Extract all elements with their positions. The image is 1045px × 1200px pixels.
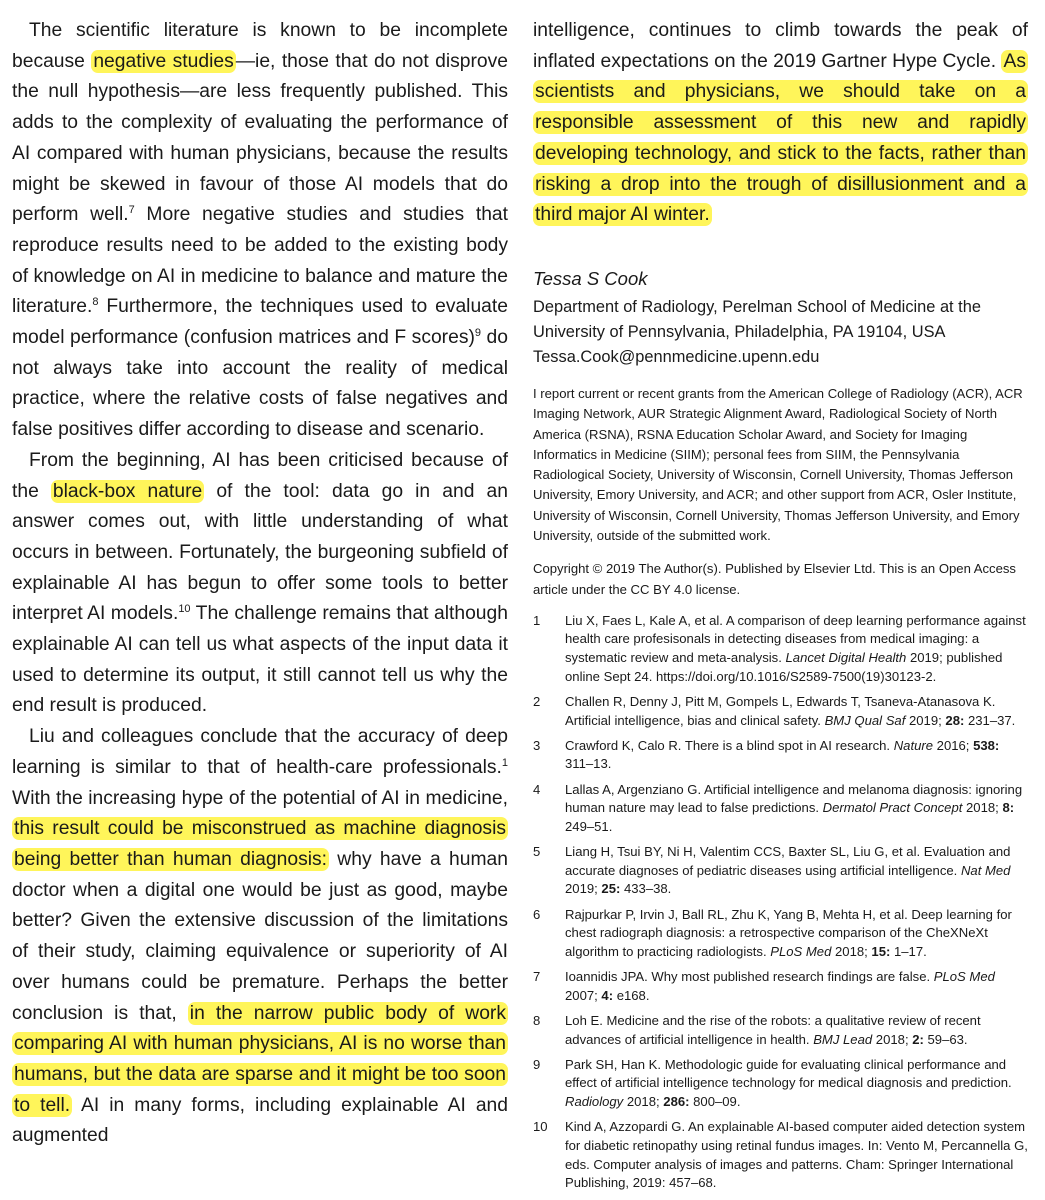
affiliation xyxy=(533,295,1028,370)
text-run: intelligence, continues to climb towards the peak of inflated expectations on the 2019 Gartner Hype Cycle. xyxy=(533,20,1028,72)
reference-part: 311–13. xyxy=(565,756,612,772)
text-run: From the beginning, AI has been criticised because of the xyxy=(12,449,508,502)
reference-part: 2018; xyxy=(872,1031,913,1047)
reference-text xyxy=(565,1012,1028,1049)
reference-part: 433–38. xyxy=(620,881,672,897)
journal-name: Nature xyxy=(893,737,934,753)
citation-ref: 8 xyxy=(92,296,99,309)
reference-part: Crawford K, Calo R. There is a blind spot in AI research. xyxy=(565,737,894,753)
reference-part: Ioannidis JPA. Why most published research findings are false. xyxy=(565,969,934,985)
reference-part: 59–63. xyxy=(923,1031,968,1047)
journal-name: PLoS Med xyxy=(770,943,832,959)
reference-item xyxy=(533,1012,1028,1049)
volume: 4: xyxy=(601,987,614,1003)
reference-text xyxy=(565,1056,1028,1112)
reference-number: 3 xyxy=(533,737,541,753)
author-email[interactable]: Tessa.Cook@pennmedicine.upenn.edu xyxy=(533,347,820,366)
reference-number: 10 xyxy=(533,1119,548,1135)
text-run: Liu and colleagues conclude that the accuracy of deep learning is similar to that of health-care professionals. xyxy=(12,726,508,778)
reference-part: 2018; xyxy=(831,943,872,959)
reference-text xyxy=(565,906,1028,962)
reference-text xyxy=(565,1118,1028,1192)
reference-number: 5 xyxy=(533,844,541,860)
highlight-responsible-assessment: As scientists and physicians, we should take on a responsible assessment of this new and rapidly developing technology, and stick to the facts, rather than risking a drop into the trough of disillusionment and a third major AI winter. xyxy=(535,50,1026,226)
reference-part: 2018; xyxy=(623,1094,664,1110)
reference-part: 2019; xyxy=(905,712,946,728)
reference-part: Kind A, Azzopardi G. An explainable AI-based computer aided detection system for diabetic retinopathy using retinal fundus images. In: Vento M, Percannella G, eds. Computer analysis of images and patterns. Cham: Springer International Publishing, 2019: 457–68. xyxy=(565,1119,1028,1191)
reference-part: 2007; xyxy=(565,987,602,1003)
reference-part: 2019; published online Sept 24. https://doi.org/10.1016/S2589-7500(19)30123-2. xyxy=(565,650,1003,684)
reference-text xyxy=(565,693,1028,730)
reference-part: e168. xyxy=(613,987,650,1003)
affiliation-line: Department of Radiology, Perelman School of Medicine at the xyxy=(533,297,981,316)
paragraph-liu-conclusion xyxy=(12,722,508,1152)
volume: 25: xyxy=(601,881,621,897)
text-run: The challenge remains that although explainable AI can tell us what aspects of the input data it used to determine its output, it still cannot tell us why the end result is produced. xyxy=(12,603,508,717)
journal-name: PLoS Med xyxy=(933,969,995,985)
reference-part: Liu X, Faes L, Kale A, et al. A comparison of deep learning performance against health care profesisonals in detecting diseases from medical imaging: a systematic review and meta-analysis. xyxy=(565,612,1026,666)
volume: 2: xyxy=(912,1031,924,1047)
reference-part: 1–17. xyxy=(890,943,927,959)
reference-part: 800–09. xyxy=(689,1094,741,1110)
citation-ref: 9 xyxy=(474,327,482,340)
paragraph-continuation xyxy=(533,16,1028,231)
text-run: With the increasing hype of the potential of AI in medicine, xyxy=(12,787,508,809)
journal-name: BMJ Qual Saf xyxy=(824,712,906,728)
citation-ref: 7 xyxy=(128,204,135,217)
journal-name: Radiology xyxy=(565,1094,624,1110)
text-run: —ie, those that do not disprove the null hypothesis—are less frequently published. This adds to the complexity of evaluating the performance of AI compared with human physicians, because the results might be skewed in favour of those AI models that do perform well. xyxy=(12,50,508,226)
text-run: More negative studies and studies that reproduce results need to be added to the existing body of knowledge on AI in medicine to balance and mature the literature. xyxy=(12,204,509,318)
text-run: Furthermore, the techniques used to evaluate model performance (confusion matrices and F scores) xyxy=(12,296,508,349)
reference-part: Liang H, Tsui BY, Ni H, Valentim CCS, Baxter SL, Liu G, et al. Evaluation and accurate diagnoses of pediatric diseases using artificial intelligence. xyxy=(565,844,1011,878)
text-run: AI in many forms, including explainable AI and augmented xyxy=(12,1094,508,1147)
reference-part: 2018; xyxy=(962,800,1003,816)
journal-name: BMJ Lead xyxy=(813,1031,873,1047)
volume: 286: xyxy=(663,1094,690,1110)
right-column xyxy=(533,16,1028,1199)
reference-part: 249–51. xyxy=(565,818,613,834)
volume: 28: xyxy=(945,712,965,728)
journal-name: Nat Med xyxy=(960,862,1011,878)
journal-name: Lancet Digital Health xyxy=(785,650,907,666)
author-name: Tessa S Cook xyxy=(533,267,648,289)
copyright-notice: Copyright © 2019 The Author(s). Published by Elsevier Ltd. This is an Open Access article under the CC BY 4.0 license. xyxy=(533,561,1016,597)
reference-item xyxy=(533,843,1028,899)
highlight-misconstrued: this result could be misconstrued as machine diagnosis being better than human diagnosis: xyxy=(14,818,506,870)
reference-list xyxy=(533,612,1028,1193)
reference-item xyxy=(533,737,1028,774)
volume: 538: xyxy=(973,737,1000,753)
reference-text xyxy=(565,843,1028,899)
reference-number: 1 xyxy=(533,612,541,628)
reference-number: 8 xyxy=(533,1012,541,1028)
citation-ref: 10 xyxy=(178,603,191,616)
reference-item xyxy=(533,612,1028,686)
reference-number: 2 xyxy=(533,693,541,709)
reference-item xyxy=(533,906,1028,962)
reference-item xyxy=(533,1118,1028,1192)
text-run: The scientific literature is known to be incomplete because xyxy=(12,20,508,72)
reference-item xyxy=(533,968,1028,1005)
paragraph-black-box xyxy=(12,446,508,722)
affiliation-line: University of Pennsylvania, Philadelphia, PA 19104, USA xyxy=(533,322,946,341)
paragraph-negative-studies xyxy=(12,16,508,446)
reference-part: 2016; xyxy=(933,737,974,753)
reference-part: Lallas A, Argenziano G. Artificial intelligence and melanoma diagnosis: ignoring human nature may lead to false predictions. xyxy=(565,781,1023,816)
highlight-negative-studies: negative studies xyxy=(93,50,234,72)
left-column xyxy=(12,16,508,1152)
reference-part: Rajpurkar P, Irvin J, Ball RL, Zhu K, Yang B, Mehta H, et al. Deep learning for chest radiograph diagnosis: a retrospective comparison of the CheXNeXt algorithm to practicing radiologists. xyxy=(565,906,1012,959)
text-run: do not always take into account the reality of medical practice, where the relative costs of false negatives and false positives differ according to disease and scenario. xyxy=(12,327,508,441)
reference-number: 7 xyxy=(533,969,541,985)
reference-part: Loh E. Medicine and the rise of the robots: a qualitative review of recent advances of artificial intelligence in health. xyxy=(565,1012,981,1047)
reference-item xyxy=(533,693,1028,730)
highlight-narrow-body: in the narrow public body of work comparing AI with human physicians, AI is no worse than humans, but the data are sparse and it might be too soon to tell. xyxy=(14,1002,506,1116)
reference-text xyxy=(565,781,1028,837)
volume: 15: xyxy=(871,943,891,959)
text-run: of the tool: data go in and an answer comes out, with little understanding of what occurs in between. Fortunately, the burgeoning subfield of explainable AI has begun to offer some tools to better interpret AI models. xyxy=(12,480,508,625)
reference-number: 9 xyxy=(533,1056,541,1072)
reference-item xyxy=(533,1056,1028,1112)
reference-number: 6 xyxy=(533,906,541,922)
text-run: why have a human doctor when a digital one would be just as good, maybe better? Given the extensive discussion of the limitations of their study, claiming equivalence or superiority of AI over humans could be premature. Perhaps the better conclusion is that, xyxy=(12,848,508,1024)
reference-part: 231–37. xyxy=(964,712,1016,728)
journal-name: Dermatol Pract Concept xyxy=(822,800,963,816)
reference-item xyxy=(533,781,1028,837)
highlight-black-box: black-box nature xyxy=(52,480,203,502)
reference-part: Challen R, Denny J, Pitt M, Gompels L, Edwards T, Tsaneva-Atanasova K. Artificial intelligence, bias and clinical safety. xyxy=(565,693,996,728)
reference-part: Park SH, Han K. Methodologic guide for evaluating clinical performance and effect of artificial intelligence technology for medical diagnosis and prediction. xyxy=(565,1056,1012,1091)
reference-text xyxy=(565,968,1028,1005)
reference-number: 4 xyxy=(533,781,541,797)
competing-interests: I report current or recent grants from the American College of Radiology (ACR), ACR Imaging Network, AUR Strategic Alignment Award, Radiological Society of North America (RSNA), RSNA Education Scholar Award, and Society for Imaging Informatics in Medicine (SIIM); personal fees from SIIM, the Pennsylvania Radiological Society, University of Wisconsin, Cornell University, Thomas Jefferson University, Emory University, and ACR; and other support from ACR, Osler Institute, University of Wisconsin, Cornell University, Thomas Jefferson University, and Emory University, outside of the submitted work. xyxy=(533,385,1023,543)
reference-text xyxy=(565,612,1028,686)
volume: 8: xyxy=(1002,800,1015,816)
citation-ref: 1 xyxy=(501,756,508,769)
reference-text xyxy=(565,737,1028,774)
reference-part: 2019; xyxy=(565,881,602,897)
